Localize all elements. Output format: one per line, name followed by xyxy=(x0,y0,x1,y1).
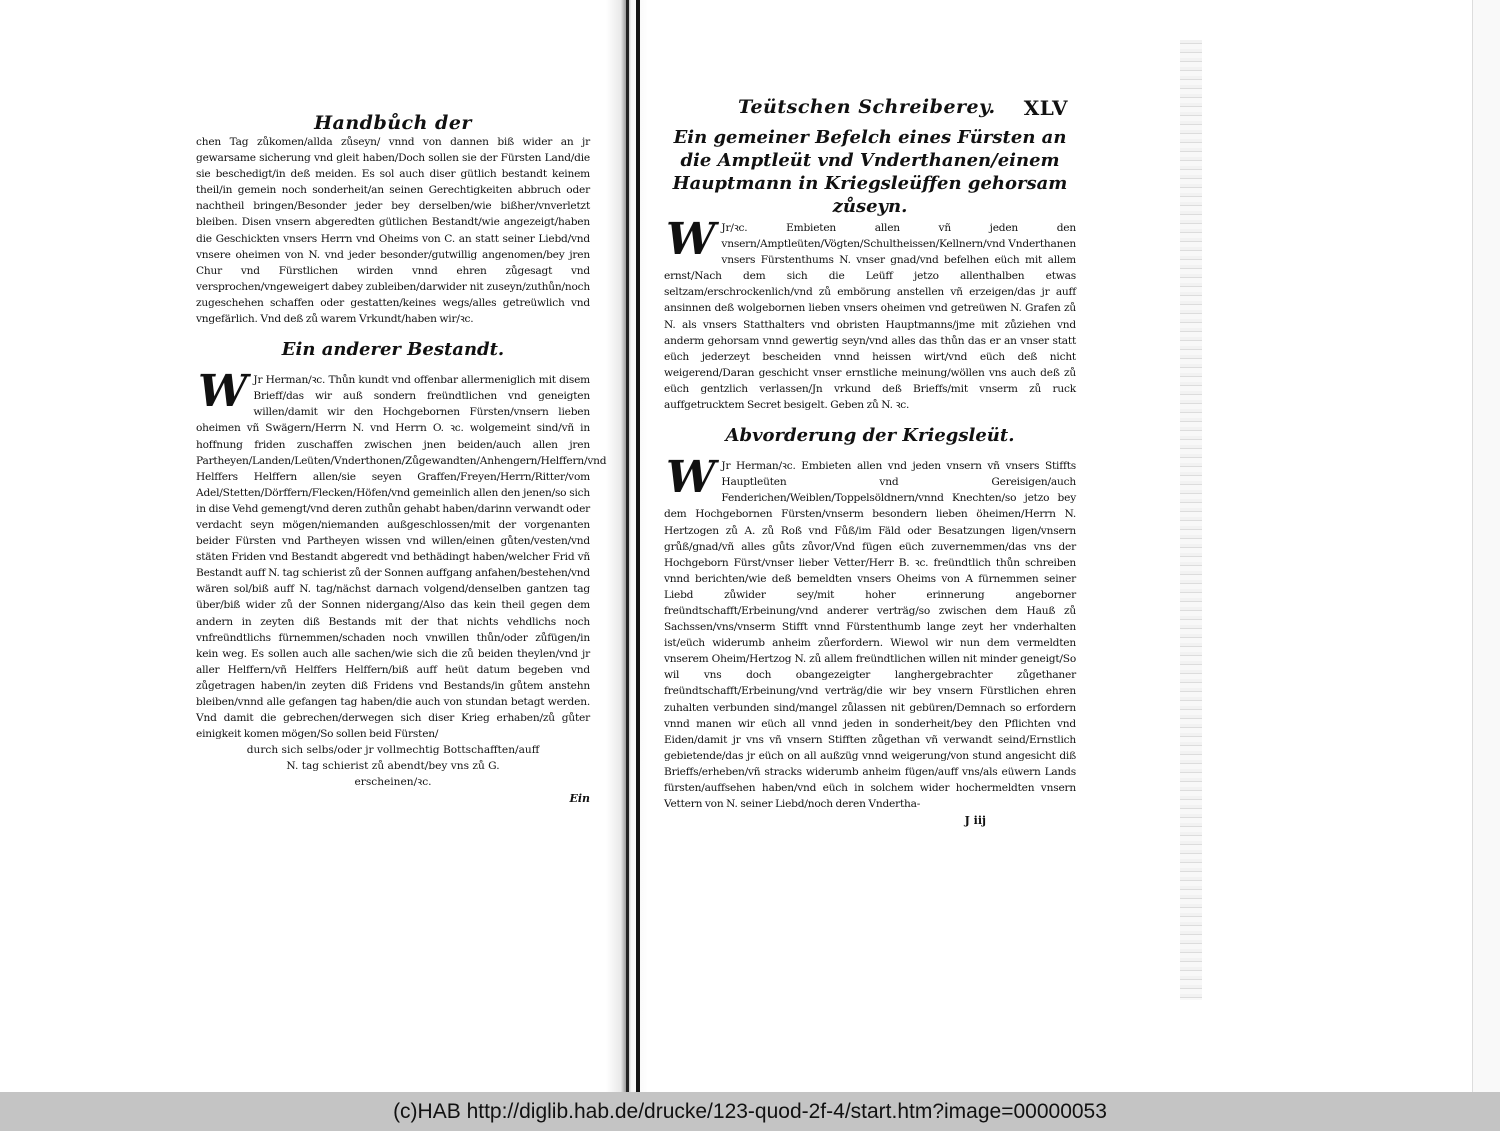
right-section-1-text: Jr/ꝛc. Embieten allen vñ jeden den vnsern/Amptleüten/Vögten/Schultheissen/Kellnern/vnd Vnderthanen vnsers Fürstenthums N. vnser gnad/vnd befelhen eüch mit allem ernst/Nach dem sich die Leüff jetzo allenthalben etwas seltzam/erschrockenlich/vnd zů embörung anstellen vñ erzeigen/das jr auff ansinnen deß wolgebornen lieben vnsers oheimen vnd getreüwen N. Grafen zů N. als vnsers Statthalters vnd obristen Hauptmanns/jme mit zůziehen vnd anderm gehorsam vnnd gewertig seyn/vnd alles das thůn das er an vnser statt eüch jederzeyt bescheiden vnnd heissen wirt/vnd eüch deß nicht weigerend/Daran geschicht vnser ernstliche meinung/wöllen vns auch deß zů eüch gentzlich verlassen/Jn vrkund deß Brieffs/mit vnserm zů ruck auffgetrucktem Secret besigelt. Geben zů N. ꝛc. xyxy=(664,222,1076,412)
left-section-text: Jr Herman/ꝛc. Thůn kundt vnd offenbar allermeniglich mit disem Brieff/das wir auß sondern freündtlichen vnd geneigten willen/damit wir den Hochgebornen Fürsten/vnsern lieben oheimen vñ Swägern/Herrn N. vnd Herrn O. ꝛc. wolgemeint sind/vñ in hoffnung friden zuschaffen zwischen jnen beiden/auch allen jren Partheyen/Landen/Leüten/Vnderthonen/Zůgewandten/Anhengern/Helffern/vnd Helffers Helffern allen/sie seyen Graffen/Freyen/Herrn/Ritter/vom Adel/Stetten/Dörffern/Flecken/Höfen/vnd gemeinlich allen den jenen/so sich in dise Vehd gemengt/vnd deren zuthůn gehabt haben/darinn verwandt oder verdacht seyn mögen/niemanden außgeschlossen/mit der vorgenanten beider Fürsten vnd Partheyen wissen vnd willen/einen gůten/vesten/vnd stäten Friden vnd Bestandt abgeredt vnd bethädingt haben/welcher Frid vñ Bestandt auff N. tag schierist zů der Sonnen auffgang anfahen/bestehen/vnd wären sol/biß auff N. tag/nächst darnach volgend/denselben gantzen tag über/biß wider zů der Sonnen nidergang/Also das kein theil gegen dem andern in zeyten diß Bestands mit der that nichts vehdlichs noch vnfreündtlichs fürnemmen/schaden noch vnwillen thůn/oder zůfügen/in kein weg. Es sollen auch alle sachen/wie sich die zů beiden theylen/vnd jr aller Helffern/vñ Helffers Helffern/biß auff heüt datum begeben vnd zůgetragen haben/in zeyten diß Fridens vnd Bestands/in gůtem anstehn bleiben/vnnd alle gefangen tag haben/die auch von stundan betagt werden. Vnd damit die gebrechen/derwegen sich diser Krieg erhaben/zů gůter einigkeit komen mögen/So sollen beid Fürsten/ xyxy=(196,374,607,741)
scan-right-margin xyxy=(1472,0,1500,1092)
left-running-title: Handbůch der xyxy=(314,112,472,134)
folio-number: XLV xyxy=(1023,96,1068,120)
left-catchword: Ein xyxy=(569,792,590,806)
right-section-2-body xyxy=(664,452,1076,812)
right-section-2-heading: Abvorderung der Kriegsleüt. xyxy=(725,425,1015,447)
gutter-edge-left xyxy=(626,0,629,1092)
gutter-edge-right xyxy=(636,0,640,1092)
right-running-header xyxy=(664,96,1076,122)
footer-credit-url: (c)HAB http://diglib.hab.de/drucke/123-quod-2f-4/start.htm?image=00000053 xyxy=(393,1099,1107,1123)
left-section-heading: Ein anderer Bestandt. xyxy=(281,339,505,361)
page-stack-edge xyxy=(1180,40,1202,1000)
right-section-1-body xyxy=(664,214,1076,413)
drop-cap-initial: W xyxy=(198,366,248,418)
right-running-title: Teütschen Schreiberey. xyxy=(738,96,996,118)
left-tail-line-2: N. tag schierist zů abendt/bey vns zů G. xyxy=(286,760,500,773)
left-tail-line-1: durch sich selbs/oder jr vollmechtig Bottschafften/auff xyxy=(246,744,540,757)
footer-bar xyxy=(0,1092,1500,1131)
left-tail-line-3: erscheinen/ꝛc. xyxy=(354,776,432,789)
drop-cap-initial-2: W xyxy=(666,452,716,504)
right-main-heading: Ein gemeiner Befelch eines Fürsten an die Amptleüt vnd Vnderthanen/einem Hauptmann in Kriegsleüffen gehorsam zůseyn. xyxy=(672,127,1068,217)
printer-signature: J iij xyxy=(964,814,986,828)
right-section-2-text: Jr Herman/ꝛc. Embieten allen vnd jeden vnsern vñ vnsers Stiffts Hauptleüten vnd Gereisigen/auch Fenderichen/Weiblen/Toppelsöldnern/vnnd Knechten/so jetzo bey dem Hochgebornen Fürsten/vnserm besondern lieben öheimen/Herrn N. Hertzogen zů A. zů Roß vnd Fůß/im Fäld oder Besatzungen ligen/vnsern grůß/gnad/vñ alles gůts zůvor/Vnd fügen eüch zuvernemmen/das vns der Hochgeborn Fürst/vnser lieber Vetter/Herr B. ꝛc. freündtlich thůn schreiben vnnd berichten/wie deß bemeldten vnsers Oheims von A fürnemmen seiner Liebd zůwider sey/mit hoher erinnerung angeborner freündtschafft/Erbeinung/vnd anderer verträg/so zwischen dem Hauß zů Sachssen/vns/vnserm Stifft vnnd Fürstenthumb lange zeyt her vnderhalten ist/eüch widerumb anheim zůerfordern. Wiewol wir nun dem vermeldten vnserem Oheim/Hertzog N. zů allem freündtlichen willen nit minder geneigt/So wil vns doch obangezeigter langhergebrachter zůgethaner freündtschafft/Erbeinung/vnd verträg/die wir bey vnsern Fürstlichen ehren zuhalten verbunden sind/mangel zůlassen nit gebüren/Demnach so erfordern vnnd manen wir eüch all vnnd jeden in sonderheit/bey den Pflichten vnd Eiden/damit jr vns vñ vnsern Stifften zůgethan vñ verwandt seind/Ernstlich gebietende/das jr eüch on all außzüg vnnd weigerung/von stund angesicht diß Brieffs/erheben/vñ stracks widerumb anheim fügen/auff vns/als eüwern Lands fürsten/auffsehen haben/vnd eüch in solchem wider hochermeldten vnsern Vettern von N. seiner Liebd/noch deren Vndertha- xyxy=(664,460,1076,811)
left-section-body xyxy=(196,366,607,742)
left-page xyxy=(196,96,607,806)
drop-cap-initial-1: W xyxy=(666,214,716,265)
right-page xyxy=(664,96,1076,827)
left-continuation-text: chen Tag zůkomen/allda zůseyn/ vnnd von dannen biß wider an jr gewarsame sicherung vnd gleit haben/Doch sollen sie der Fürsten Land/die sie beschedigt/in deß meiden. Es sol auch diser gütlich bestandt keinem theil/in gemein noch sonderheit/an seinen Gerechtigkeiten abbruch oder nachtheil bringen/Besonder jeder bey derselben/wie bißher/vnverletzt bleiben. Disen vnsern abgeredten gütlichen Bestandt/wie angezeigt/haben die Geschickten vnsers Herrn vnd Oheims von C. an statt seiner Liebd/vnd vnsere oheimen von N. vnd jeder besonder/gutwillig angenomen/bey jren Chur vnd Fürstlichen wirden vnnd ehren zůgesagt vnd versprochen/vngeweigert dabey zubleiben/darwider nit zuseyn/zuthůn/noch zugeschehen schaffen oder gestatten/keines wegs/alles getreüwlich vnd vngefärlich. Vnd deß zů warem Vrkundt/haben wir/ꝛc. xyxy=(196,136,590,326)
